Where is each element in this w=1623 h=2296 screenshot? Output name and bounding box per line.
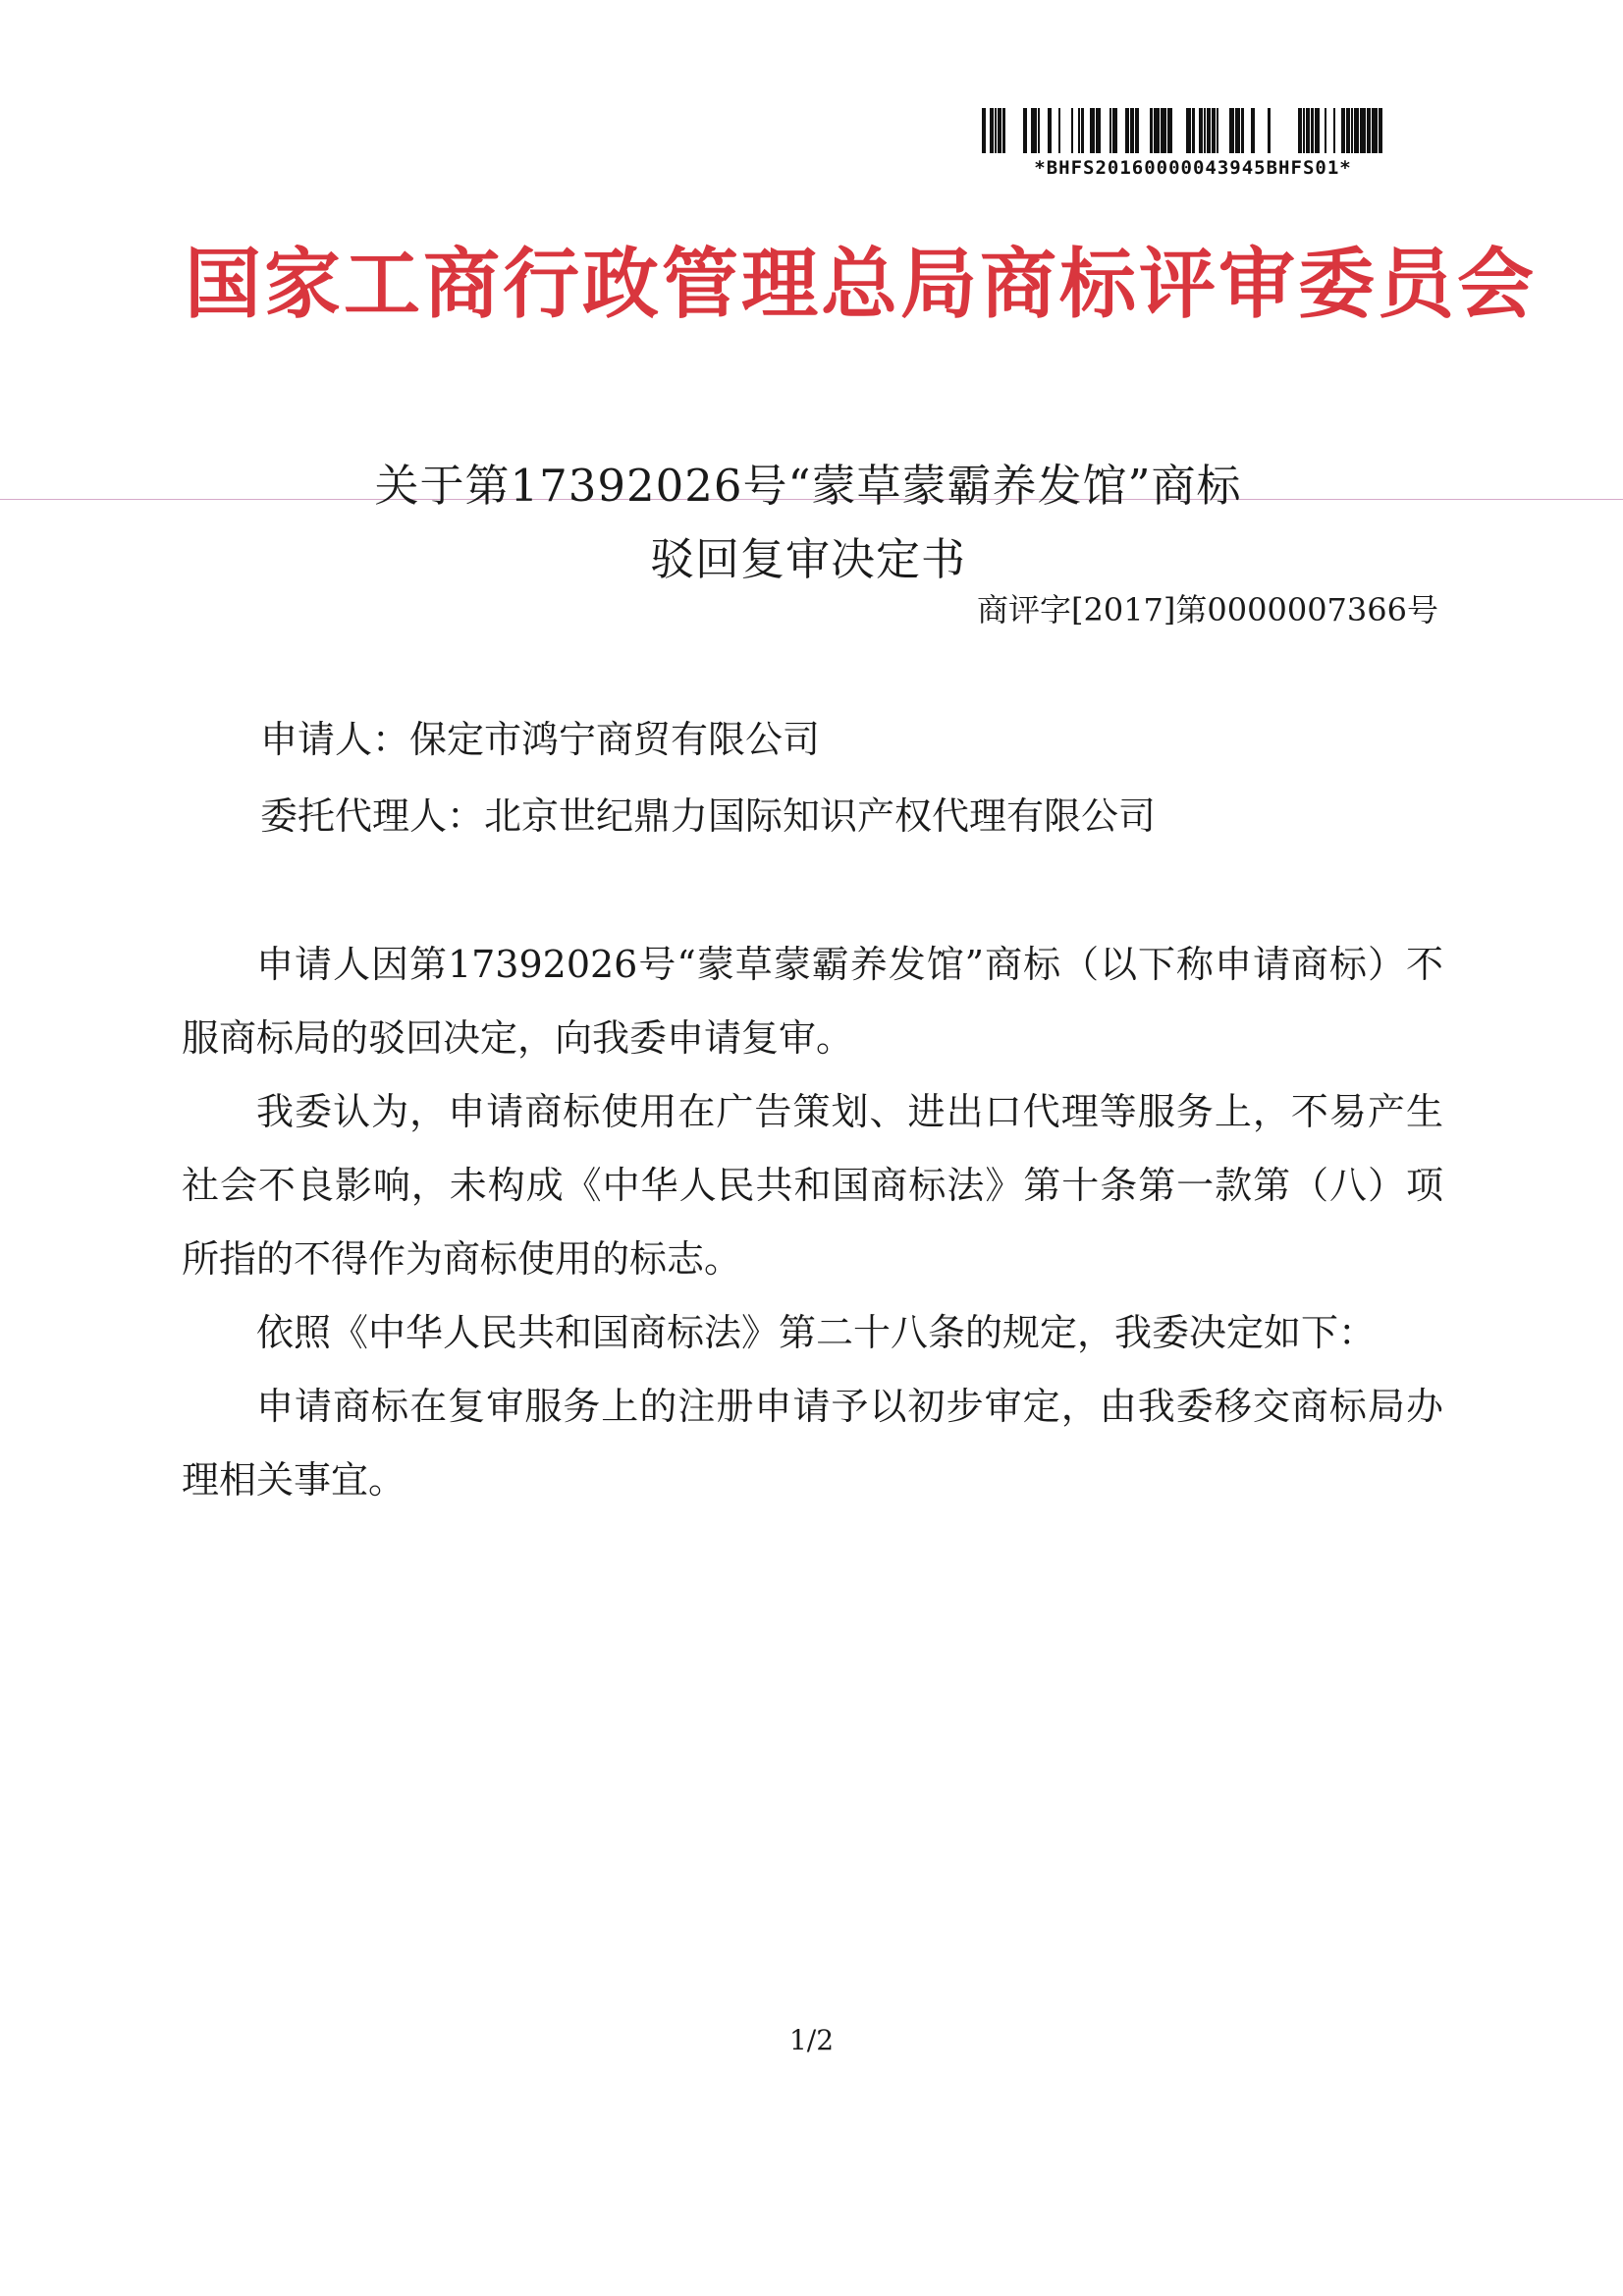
barcode-bar: [1112, 108, 1117, 153]
barcode-bar: [1192, 108, 1195, 153]
document-title-line-2: 驳回复审决定书: [649, 533, 966, 585]
barcode-bar: [1058, 108, 1060, 153]
barcode-bar: [1217, 108, 1218, 153]
body-paragraph: 申请人因第17392026号“蒙草蒙霸养发馆”商标（以下称申请商标）不服商标局的驳回决定，向我委申请复审。: [182, 943, 1443, 1060]
barcode-bar: [990, 108, 994, 153]
barcode-bar: [1090, 108, 1095, 153]
barcode-bar: [1306, 108, 1310, 153]
barcode-bar: [1154, 108, 1160, 153]
barcode-bar: [1002, 108, 1005, 153]
barcode-bar: [1360, 108, 1366, 153]
barcode-bar: [1023, 108, 1027, 153]
page-number: 1/2: [788, 2024, 835, 2056]
body-paragraph: 申请商标在复审服务上的注册申请予以初步审定，由我委移交商标局办理相关事宜。: [182, 1385, 1443, 1502]
barcode-bar: [1341, 108, 1345, 153]
barcode-bar: [1354, 108, 1359, 153]
barcode-bar: [1303, 108, 1305, 153]
barcode-bar: [998, 108, 1001, 153]
barcode-bar: [1229, 108, 1234, 153]
barcode-bar: [1251, 108, 1255, 153]
barcode-bar: [1109, 108, 1111, 153]
barcode-bar: [1372, 108, 1378, 153]
barcode-bar: [1048, 108, 1052, 153]
barcode-bar: [1096, 108, 1101, 153]
agency-header: 国家工商行政管理总局商标评审委员会: [185, 241, 1538, 329]
barcode-bar: [1235, 108, 1240, 153]
barcode-bar: [1031, 108, 1037, 153]
barcode-bar: [1167, 108, 1172, 153]
barcode-bar: [1125, 108, 1129, 153]
decision-body: [182, 928, 1443, 1517]
applicant-line: 申请人：保定市鸿宁商贸有限公司: [260, 718, 821, 761]
barcode-bar: [1186, 108, 1191, 153]
body-paragraph: 依照《中华人民共和国商标法》第二十八条的规定，我委决定如下：: [256, 1311, 1377, 1354]
barcode-bar: [1071, 108, 1073, 153]
barcode-bar: [1241, 108, 1244, 153]
barcode-bar: [1212, 108, 1216, 153]
barcode-graphic: [982, 108, 1384, 153]
barcode-bar: [1325, 108, 1326, 153]
barcode-bar: [1150, 108, 1153, 153]
barcode-bar: [1161, 108, 1166, 153]
body-paragraph: 我委认为，申请商标使用在广告策划、进出口代理等服务上，不易产生社会不良影响，未构成《中华人民共和国商标法》第十条第一款第（八）项所指的不得作为商标使用的标志。: [182, 1090, 1443, 1281]
barcode-bar: [1311, 108, 1314, 153]
barcode-bar: [1199, 108, 1203, 153]
barcode-caption: *BHFS20160000043945BHFS01*: [1034, 157, 1352, 179]
barcode-bar: [1204, 108, 1206, 153]
barcode-bar: [1379, 108, 1382, 153]
document-title-line-1: 关于第17392026号“蒙草蒙霸养发馆”商标: [374, 460, 1242, 512]
barcode-bar: [982, 108, 986, 153]
barcode-bar: [1130, 108, 1134, 153]
reference-number: 商评字[2017]第0000007366号: [976, 591, 1438, 629]
barcode: [982, 108, 1384, 187]
barcode-bar: [1081, 108, 1084, 153]
barcode-bar: [995, 108, 997, 153]
barcode-bar: [1346, 108, 1350, 153]
barcode-bar: [1333, 108, 1335, 153]
barcode-bar: [1038, 108, 1040, 153]
barcode-bar: [1315, 108, 1320, 153]
barcode-bar: [1351, 108, 1353, 153]
barcode-bar: [1268, 108, 1271, 153]
agent-line: 委托代理人：北京世纪鼎力国际知识产权代理有限公司: [260, 794, 1157, 838]
barcode-bar: [1078, 108, 1080, 153]
barcode-bar: [1135, 108, 1139, 153]
barcode-bar: [1298, 108, 1302, 153]
barcode-bar: [1367, 108, 1371, 153]
barcode-bar: [1207, 108, 1211, 153]
